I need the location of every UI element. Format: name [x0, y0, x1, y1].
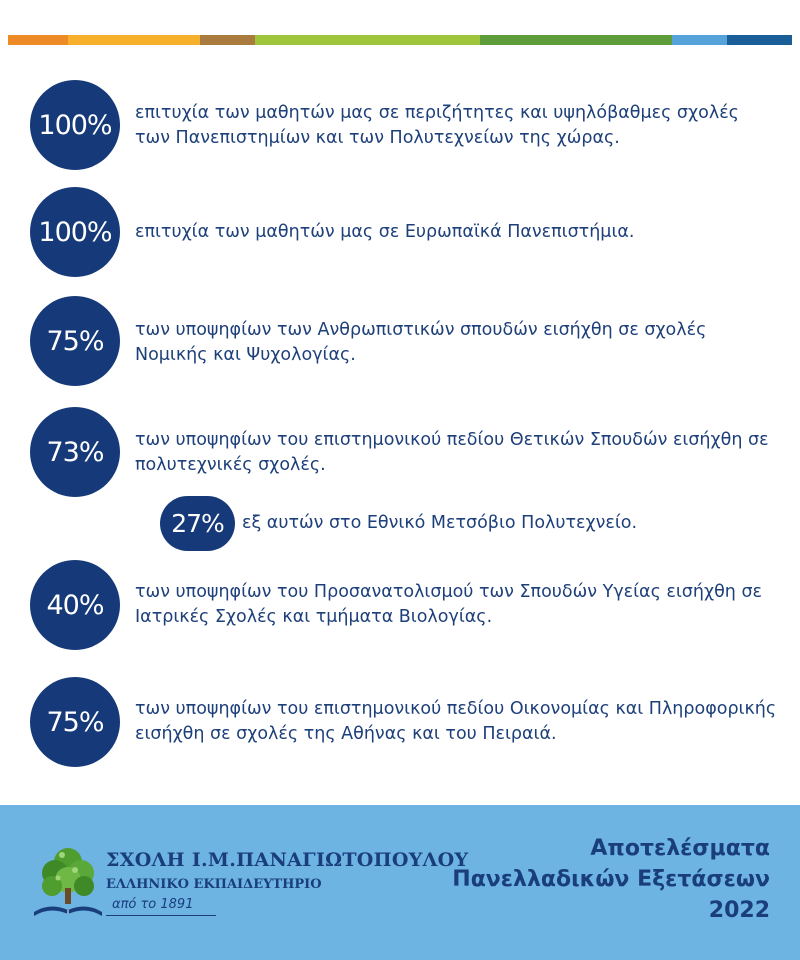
- stat-description: [135, 697, 776, 747]
- stripe-segment: [672, 35, 727, 45]
- title-line: 2022: [708, 898, 770, 923]
- stat-line: εισήχθη σε σχολές της Αθήνας και του Πειραιά.: [135, 724, 557, 744]
- stat-line: Νομικής και Ψυχολογίας.: [135, 345, 356, 365]
- divider: [106, 915, 216, 916]
- stripe-segment: [200, 35, 255, 45]
- stat-description: [135, 580, 762, 630]
- stat-line: των υποψηφίων του Προσανατολισμού των Σπουδών Υγείας εισήχθη σε: [135, 582, 763, 602]
- footer-banner: [0, 805, 800, 960]
- stripe-segment: [480, 35, 672, 45]
- stat-line: των υποψηφίων του επιστημονικού πεδίου Θετικών Σπουδών εισήχθη σε: [135, 430, 769, 450]
- color-stripe-bar: [8, 35, 792, 45]
- stat-circle-small: 27%: [160, 496, 235, 551]
- school-since: από το 1891: [112, 897, 194, 912]
- tree-book-logo-icon: [28, 840, 108, 922]
- stat-line: των υποψηφίων των Ανθρωπιστικών σπουδών εισήχθη σε σχολές: [135, 320, 707, 340]
- stripe-segment: [8, 35, 68, 45]
- stripe-segment: [255, 35, 480, 45]
- stat-line: των υποψηφίων του επιστημονικού πεδίου Οικονομίας και Πληροφορικής: [135, 699, 777, 719]
- stat-line: επιτυχία των μαθητών μας σε Ευρωπαϊκά Πανεπιστήμια.: [135, 222, 635, 242]
- school-name: ΣΧΟΛΗ Ι.Μ.ΠΑΝΑΓΙΩΤΟΠΟΥΛΟΥ: [106, 849, 469, 871]
- stat-description: [135, 428, 769, 478]
- stat-description: [135, 220, 634, 245]
- stat-circle: 75%: [30, 677, 120, 767]
- stat-line: πολυτεχνικές σχολές.: [135, 455, 326, 475]
- stat-line: των Πανεπιστημίων και των Πολυτεχνείων της χώρας.: [135, 128, 620, 148]
- stat-line: Ιατρικές Σχολές και τμήματα Βιολογίας.: [135, 607, 493, 627]
- stat-line: επιτυχία των μαθητών μας σε περιζήτητες και υψηλόβαθμες σχολές: [135, 103, 739, 123]
- stat-circle: 40%: [30, 560, 120, 650]
- footer-title: [452, 833, 770, 926]
- stat-description: [135, 101, 739, 151]
- stat-line: εξ αυτών στο Εθνικό Μετσόβιο Πολυτεχνείο.: [242, 513, 638, 533]
- stat-circle: 100%: [30, 80, 120, 170]
- stat-circle: 75%: [30, 296, 120, 386]
- stat-description: [242, 511, 637, 536]
- stripe-segment: [727, 35, 792, 45]
- stat-circle: 100%: [30, 187, 120, 277]
- school-subtitle: ΕΛΛΗΝΙΚΟ ΕΚΠΑΙΔΕΥΤΗΡΙΟ: [106, 877, 322, 892]
- stat-description: [135, 318, 706, 368]
- title-line: Πανελλαδικών Εξετάσεων: [452, 867, 770, 892]
- stripe-segment: [68, 35, 200, 45]
- title-line: Αποτελέσματα: [590, 836, 770, 861]
- stat-circle: 73%: [30, 407, 120, 497]
